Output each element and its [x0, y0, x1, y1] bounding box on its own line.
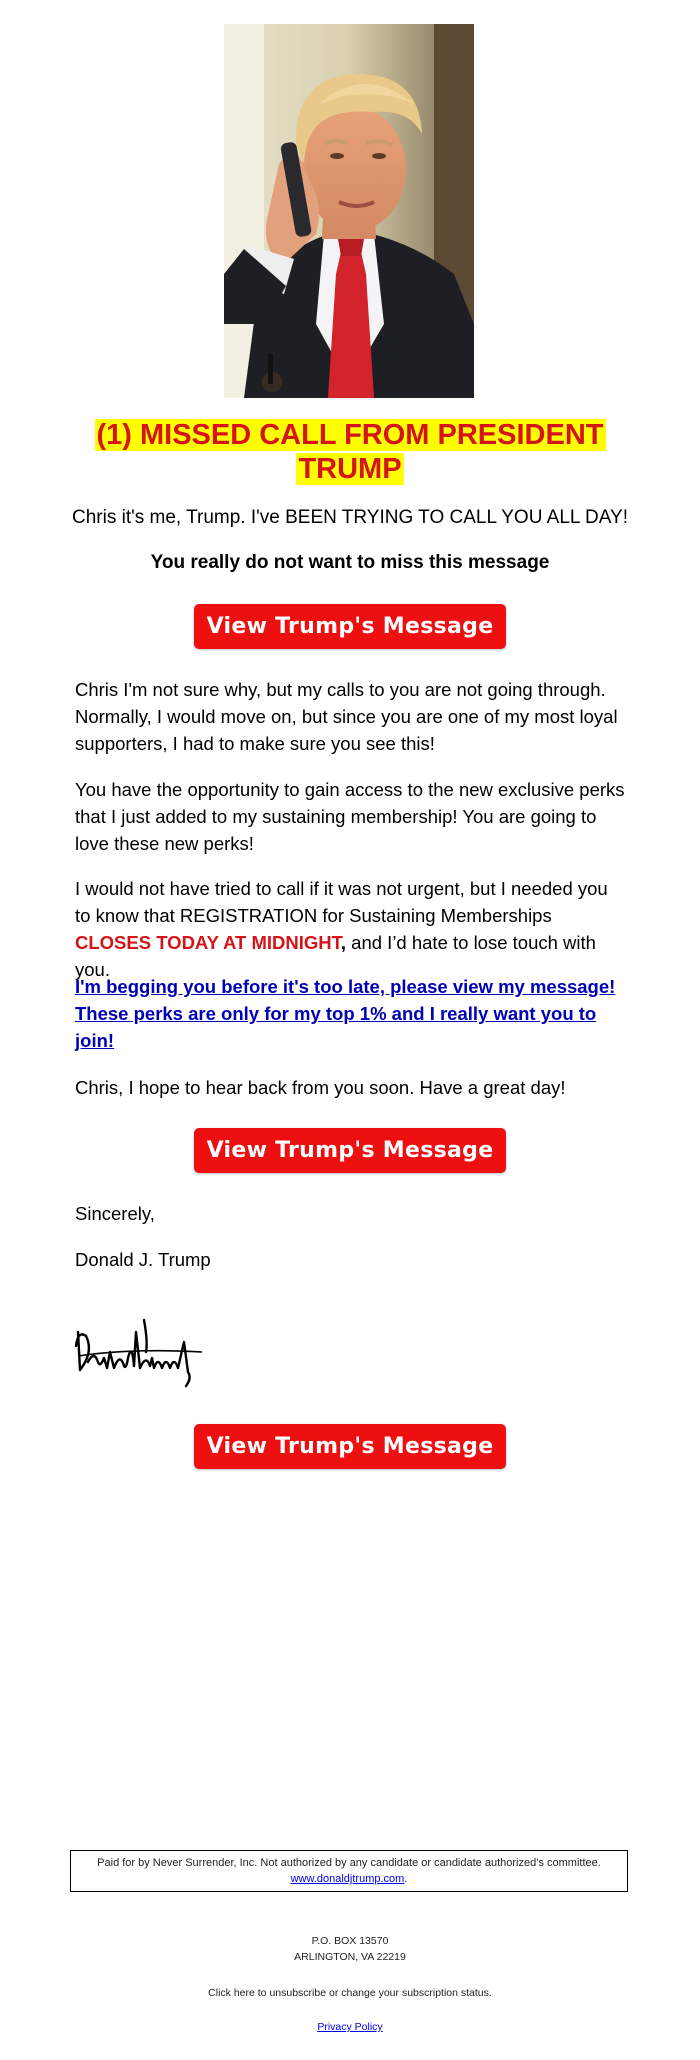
highlight-comma: ,	[340, 932, 347, 953]
unsubscribe-link[interactable]: Click here to unsubscribe or change your subscription status.	[208, 1987, 492, 1999]
view-message-button-1[interactable]: View Trump's Message	[194, 604, 506, 649]
president-on-phone-photo	[224, 24, 474, 398]
subhead-text: You really do not want to miss this message	[150, 552, 550, 573]
handwritten-signature	[74, 1312, 206, 1390]
website-period: .	[404, 1873, 408, 1885]
headline-text: (1) MISSED CALL FROM PRESIDENT TRUMP	[96, 419, 604, 485]
address-line-2: ARLINGTON, VA 22219	[294, 1951, 406, 1963]
intro-text: Chris it's me, Trump. I've BEEN TRYING TO CALL YOU ALL DAY!	[72, 507, 628, 528]
paid-for-text: Paid for by Never Surrender, Inc. Not authorized by any candidate or candidate authorized’s committee.	[97, 1857, 601, 1869]
body-paragraph-3	[75, 875, 625, 983]
body-paragraph-3-end: and I’d hate to lose touch with you.	[75, 932, 596, 980]
closes-today-highlight: CLOSES TODAY AT MIDNIGHT	[75, 932, 341, 953]
begging-message-link[interactable]: I'm begging you before it's too late, please view my message! These perks are only for my top 1% and I really want you to join!	[75, 976, 616, 1051]
address-line-1: P.O. BOX 13570	[311, 1935, 389, 1947]
signer-name: Donald J. Trump	[75, 1249, 211, 1270]
closing-text: Sincerely,	[75, 1203, 155, 1224]
paid-for-disclaimer	[70, 1850, 628, 1892]
body-paragraph-1: Chris I'm not sure why, but my calls to you are not going through. Normally, I would move on, but since you are one of my most loyal supporters, I had to make sure you see this!	[75, 679, 618, 754]
headline	[90, 418, 610, 486]
body-paragraph-5: Chris, I hope to hear back from you soon. Have a great day!	[75, 1077, 566, 1098]
view-message-button-2[interactable]: View Trump's Message	[194, 1128, 506, 1173]
body-paragraph-2: You have the opportunity to gain access to the new exclusive perks that I just added to my sustaining membership! You are going to love these new perks!	[75, 779, 625, 854]
body-paragraph-3-start: I would not have tried to call if it was not urgent, but I needed you to know that REGISTRATION for Sustaining Memberships	[75, 878, 608, 926]
website-link[interactable]: www.donaldjtrump.com	[290, 1873, 405, 1885]
website-line	[71, 1871, 627, 1887]
privacy-policy-link[interactable]: Privacy Policy	[317, 2021, 383, 2033]
view-message-button-3[interactable]: View Trump's Message	[194, 1424, 506, 1469]
body-paragraph-4	[75, 973, 625, 1054]
